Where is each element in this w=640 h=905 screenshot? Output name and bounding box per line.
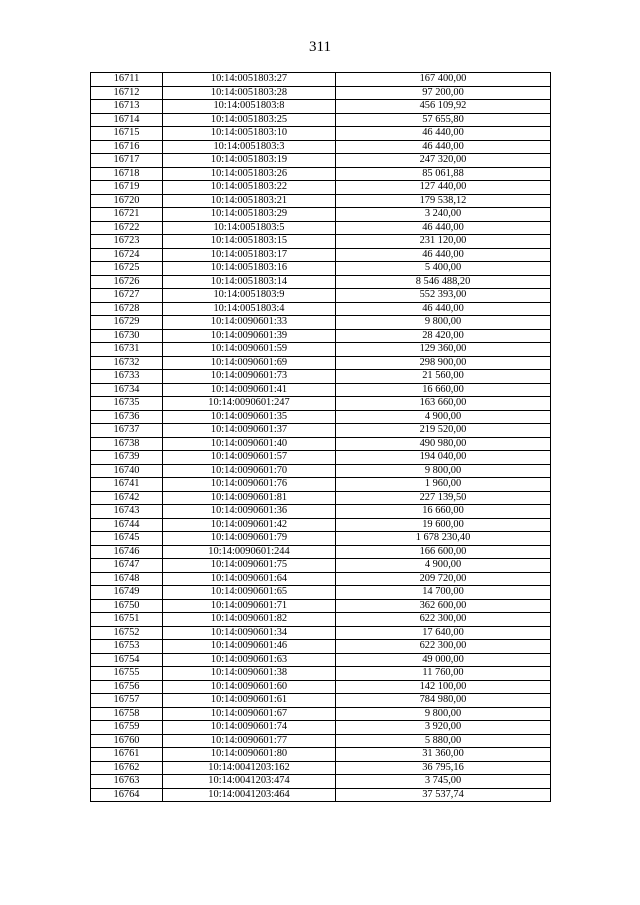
table-row: [91, 532, 551, 546]
cadastral-value-cell: 166 600,00: [336, 545, 551, 559]
cadastral-value-cell: 490 980,00: [336, 437, 551, 451]
cadastral-value-cell: 1 678 230,40: [336, 532, 551, 546]
table-row: [91, 194, 551, 208]
row-number-cell: 16762: [91, 761, 163, 775]
cadastral-value-cell: 622 300,00: [336, 640, 551, 654]
table-row: [91, 100, 551, 114]
cadastral-number-cell: 10:14:0090601:33: [163, 316, 336, 330]
table-row: [91, 275, 551, 289]
table-row: [91, 86, 551, 100]
table-row: [91, 356, 551, 370]
cadastral-number-cell: 10:14:0090601:82: [163, 613, 336, 627]
row-number-cell: 16718: [91, 167, 163, 181]
table-row: [91, 653, 551, 667]
cadastral-value-cell: 456 109,92: [336, 100, 551, 114]
row-number-cell: 16741: [91, 478, 163, 492]
row-number-cell: 16733: [91, 370, 163, 384]
row-number-cell: 16715: [91, 127, 163, 141]
cadastral-number-cell: 10:14:0051803:21: [163, 194, 336, 208]
cadastral-number-cell: 10:14:0090601:35: [163, 410, 336, 424]
table-row: [91, 181, 551, 195]
row-number-cell: 16742: [91, 491, 163, 505]
row-number-cell: 16735: [91, 397, 163, 411]
cadastral-value-table: [90, 72, 551, 802]
table-row: [91, 775, 551, 789]
cadastral-value-cell: 231 120,00: [336, 235, 551, 249]
cadastral-number-cell: 10:14:0051803:15: [163, 235, 336, 249]
table-row: [91, 248, 551, 262]
row-number-cell: 16738: [91, 437, 163, 451]
table-row: [91, 424, 551, 438]
table-row: [91, 154, 551, 168]
table-row: [91, 140, 551, 154]
cadastral-value-cell: 5 400,00: [336, 262, 551, 276]
table-row: [91, 734, 551, 748]
cadastral-number-cell: 10:14:0051803:5: [163, 221, 336, 235]
table-row: [91, 478, 551, 492]
cadastral-number-cell: 10:14:0090601:65: [163, 586, 336, 600]
cadastral-value-cell: 8 546 488,20: [336, 275, 551, 289]
row-number-cell: 16739: [91, 451, 163, 465]
cadastral-number-cell: 10:14:0090601:77: [163, 734, 336, 748]
cadastral-value-cell: 46 440,00: [336, 127, 551, 141]
table-row: [91, 572, 551, 586]
cadastral-value-cell: 46 440,00: [336, 140, 551, 154]
table-row: [91, 302, 551, 316]
cadastral-number-cell: 10:14:0090601:60: [163, 680, 336, 694]
cadastral-number-cell: 10:14:0090601:37: [163, 424, 336, 438]
row-number-cell: 16752: [91, 626, 163, 640]
row-number-cell: 16745: [91, 532, 163, 546]
row-number-cell: 16750: [91, 599, 163, 613]
row-number-cell: 16719: [91, 181, 163, 195]
table-row: [91, 343, 551, 357]
row-number-cell: 16712: [91, 86, 163, 100]
cadastral-value-cell: 46 440,00: [336, 221, 551, 235]
cadastral-value-cell: 31 360,00: [336, 748, 551, 762]
table-row: [91, 235, 551, 249]
row-number-cell: 16717: [91, 154, 163, 168]
table-row: [91, 721, 551, 735]
cadastral-number-cell: 10:14:0090601:80: [163, 748, 336, 762]
table-row: [91, 626, 551, 640]
table-body: [91, 73, 551, 802]
cadastral-number-cell: 10:14:0051803:28: [163, 86, 336, 100]
cadastral-value-cell: 209 720,00: [336, 572, 551, 586]
row-number-cell: 16726: [91, 275, 163, 289]
cadastral-value-cell: 16 660,00: [336, 383, 551, 397]
table-row: [91, 127, 551, 141]
row-number-cell: 16711: [91, 73, 163, 87]
cadastral-number-cell: 10:14:0090601:247: [163, 397, 336, 411]
table-row: [91, 370, 551, 384]
cadastral-number-cell: 10:14:0090601:64: [163, 572, 336, 586]
cadastral-number-cell: 10:14:0090601:75: [163, 559, 336, 573]
row-number-cell: 16740: [91, 464, 163, 478]
cadastral-value-cell: 16 660,00: [336, 505, 551, 519]
row-number-cell: 16756: [91, 680, 163, 694]
table-row: [91, 680, 551, 694]
row-number-cell: 16763: [91, 775, 163, 789]
cadastral-number-cell: 10:14:0090601:38: [163, 667, 336, 681]
table-row: [91, 289, 551, 303]
row-number-cell: 16755: [91, 667, 163, 681]
cadastral-number-cell: 10:14:0090601:41: [163, 383, 336, 397]
cadastral-number-cell: 10:14:0051803:10: [163, 127, 336, 141]
table-row: [91, 788, 551, 802]
cadastral-value-cell: 163 660,00: [336, 397, 551, 411]
table-row: [91, 599, 551, 613]
cadastral-value-cell: 552 393,00: [336, 289, 551, 303]
cadastral-value-cell: 9 800,00: [336, 707, 551, 721]
cadastral-value-cell: 3 240,00: [336, 208, 551, 222]
cadastral-value-cell: 49 000,00: [336, 653, 551, 667]
table-row: [91, 437, 551, 451]
cadastral-value-cell: 784 980,00: [336, 694, 551, 708]
cadastral-number-cell: 10:14:0090601:59: [163, 343, 336, 357]
cadastral-number-cell: 10:14:0090601:74: [163, 721, 336, 735]
row-number-cell: 16758: [91, 707, 163, 721]
row-number-cell: 16749: [91, 586, 163, 600]
cadastral-value-cell: 127 440,00: [336, 181, 551, 195]
row-number-cell: 16748: [91, 572, 163, 586]
table-row: [91, 694, 551, 708]
table-row: [91, 73, 551, 87]
cadastral-number-cell: 10:14:0090601:34: [163, 626, 336, 640]
cadastral-value-cell: 298 900,00: [336, 356, 551, 370]
table-row: [91, 397, 551, 411]
cadastral-value-cell: 9 800,00: [336, 316, 551, 330]
cadastral-number-cell: 10:14:0090601:244: [163, 545, 336, 559]
cadastral-value-cell: 11 760,00: [336, 667, 551, 681]
cadastral-value-cell: 4 900,00: [336, 410, 551, 424]
cadastral-value-cell: 129 360,00: [336, 343, 551, 357]
row-number-cell: 16725: [91, 262, 163, 276]
cadastral-number-cell: 10:14:0090601:79: [163, 532, 336, 546]
row-number-cell: 16721: [91, 208, 163, 222]
table-row: [91, 707, 551, 721]
cadastral-number-cell: 10:14:0051803:3: [163, 140, 336, 154]
row-number-cell: 16753: [91, 640, 163, 654]
cadastral-number-cell: 10:14:0090601:63: [163, 653, 336, 667]
row-number-cell: 16723: [91, 235, 163, 249]
table-row: [91, 559, 551, 573]
cadastral-number-cell: 10:14:0051803:4: [163, 302, 336, 316]
table-row: [91, 748, 551, 762]
cadastral-number-cell: 10:14:0090601:81: [163, 491, 336, 505]
cadastral-number-cell: 10:14:0051803:19: [163, 154, 336, 168]
cadastral-value-cell: 21 560,00: [336, 370, 551, 384]
cadastral-number-cell: 10:14:0090601:57: [163, 451, 336, 465]
table-row: [91, 316, 551, 330]
cadastral-value-cell: 3 920,00: [336, 721, 551, 735]
cadastral-value-cell: 57 655,80: [336, 113, 551, 127]
table-row: [91, 329, 551, 343]
cadastral-value-cell: 17 640,00: [336, 626, 551, 640]
row-number-cell: 16722: [91, 221, 163, 235]
table-row: [91, 545, 551, 559]
cadastral-number-cell: 10:14:0051803:17: [163, 248, 336, 262]
cadastral-value-cell: 97 200,00: [336, 86, 551, 100]
table-row: [91, 410, 551, 424]
row-number-cell: 16714: [91, 113, 163, 127]
cadastral-number-cell: 10:14:0090601:42: [163, 518, 336, 532]
row-number-cell: 16743: [91, 505, 163, 519]
table-row: [91, 262, 551, 276]
table-row: [91, 613, 551, 627]
cadastral-number-cell: 10:14:0090601:70: [163, 464, 336, 478]
row-number-cell: 16757: [91, 694, 163, 708]
row-number-cell: 16724: [91, 248, 163, 262]
row-number-cell: 16754: [91, 653, 163, 667]
cadastral-value-cell: 179 538,12: [336, 194, 551, 208]
cadastral-value-cell: 14 700,00: [336, 586, 551, 600]
cadastral-value-cell: 9 800,00: [336, 464, 551, 478]
cadastral-number-cell: 10:14:0090601:40: [163, 437, 336, 451]
row-number-cell: 16737: [91, 424, 163, 438]
cadastral-number-cell: 10:14:0051803:29: [163, 208, 336, 222]
cadastral-value-cell: 1 960,00: [336, 478, 551, 492]
table-row: [91, 208, 551, 222]
cadastral-value-cell: 227 139,50: [336, 491, 551, 505]
row-number-cell: 16730: [91, 329, 163, 343]
cadastral-number-cell: 10:14:0041203:464: [163, 788, 336, 802]
cadastral-number-cell: 10:14:0090601:69: [163, 356, 336, 370]
row-number-cell: 16729: [91, 316, 163, 330]
row-number-cell: 16716: [91, 140, 163, 154]
cadastral-value-cell: 3 745,00: [336, 775, 551, 789]
cadastral-number-cell: 10:14:0090601:71: [163, 599, 336, 613]
cadastral-number-cell: 10:14:0090601:73: [163, 370, 336, 384]
cadastral-number-cell: 10:14:0090601:67: [163, 707, 336, 721]
row-number-cell: 16746: [91, 545, 163, 559]
cadastral-value-cell: 167 400,00: [336, 73, 551, 87]
cadastral-number-cell: 10:14:0051803:8: [163, 100, 336, 114]
cadastral-value-cell: 142 100,00: [336, 680, 551, 694]
row-number-cell: 16747: [91, 559, 163, 573]
table-row: [91, 667, 551, 681]
cadastral-value-cell: 194 040,00: [336, 451, 551, 465]
row-number-cell: 16732: [91, 356, 163, 370]
row-number-cell: 16744: [91, 518, 163, 532]
cadastral-value-cell: 247 320,00: [336, 154, 551, 168]
table-row: [91, 221, 551, 235]
cadastral-number-cell: 10:14:0051803:9: [163, 289, 336, 303]
cadastral-value-cell: 622 300,00: [336, 613, 551, 627]
row-number-cell: 16731: [91, 343, 163, 357]
table-row: [91, 113, 551, 127]
row-number-cell: 16764: [91, 788, 163, 802]
row-number-cell: 16736: [91, 410, 163, 424]
row-number-cell: 16713: [91, 100, 163, 114]
cadastral-value-cell: 36 795,16: [336, 761, 551, 775]
row-number-cell: 16751: [91, 613, 163, 627]
table-row: [91, 505, 551, 519]
row-number-cell: 16759: [91, 721, 163, 735]
table-row: [91, 761, 551, 775]
cadastral-value-cell: 46 440,00: [336, 302, 551, 316]
cadastral-value-cell: 362 600,00: [336, 599, 551, 613]
row-number-cell: 16760: [91, 734, 163, 748]
cadastral-value-cell: 219 520,00: [336, 424, 551, 438]
cadastral-number-cell: 10:14:0051803:27: [163, 73, 336, 87]
table-row: [91, 586, 551, 600]
row-number-cell: 16761: [91, 748, 163, 762]
cadastral-value-cell: 4 900,00: [336, 559, 551, 573]
cadastral-number-cell: 10:14:0041203:474: [163, 775, 336, 789]
cadastral-value-cell: 46 440,00: [336, 248, 551, 262]
row-number-cell: 16728: [91, 302, 163, 316]
table-row: [91, 518, 551, 532]
cadastral-number-cell: 10:14:0051803:14: [163, 275, 336, 289]
table-row: [91, 383, 551, 397]
cadastral-number-cell: 10:14:0051803:22: [163, 181, 336, 195]
row-number-cell: 16720: [91, 194, 163, 208]
table-row: [91, 640, 551, 654]
cadastral-number-cell: 10:14:0090601:61: [163, 694, 336, 708]
cadastral-number-cell: 10:14:0051803:26: [163, 167, 336, 181]
cadastral-value-cell: 5 880,00: [336, 734, 551, 748]
cadastral-number-cell: 10:14:0090601:76: [163, 478, 336, 492]
table-row: [91, 451, 551, 465]
cadastral-number-cell: 10:14:0041203:162: [163, 761, 336, 775]
cadastral-number-cell: 10:14:0051803:16: [163, 262, 336, 276]
cadastral-number-cell: 10:14:0090601:46: [163, 640, 336, 654]
cadastral-value-cell: 85 061,88: [336, 167, 551, 181]
row-number-cell: 16734: [91, 383, 163, 397]
cadastral-number-cell: 10:14:0090601:36: [163, 505, 336, 519]
cadastral-value-cell: 28 420,00: [336, 329, 551, 343]
table-row: [91, 464, 551, 478]
page-number: 311: [309, 39, 331, 55]
cadastral-number-cell: 10:14:0090601:39: [163, 329, 336, 343]
cadastral-value-cell: 37 537,74: [336, 788, 551, 802]
cadastral-value-cell: 19 600,00: [336, 518, 551, 532]
row-number-cell: 16727: [91, 289, 163, 303]
table-row: [91, 491, 551, 505]
table-row: [91, 167, 551, 181]
cadastral-number-cell: 10:14:0051803:25: [163, 113, 336, 127]
